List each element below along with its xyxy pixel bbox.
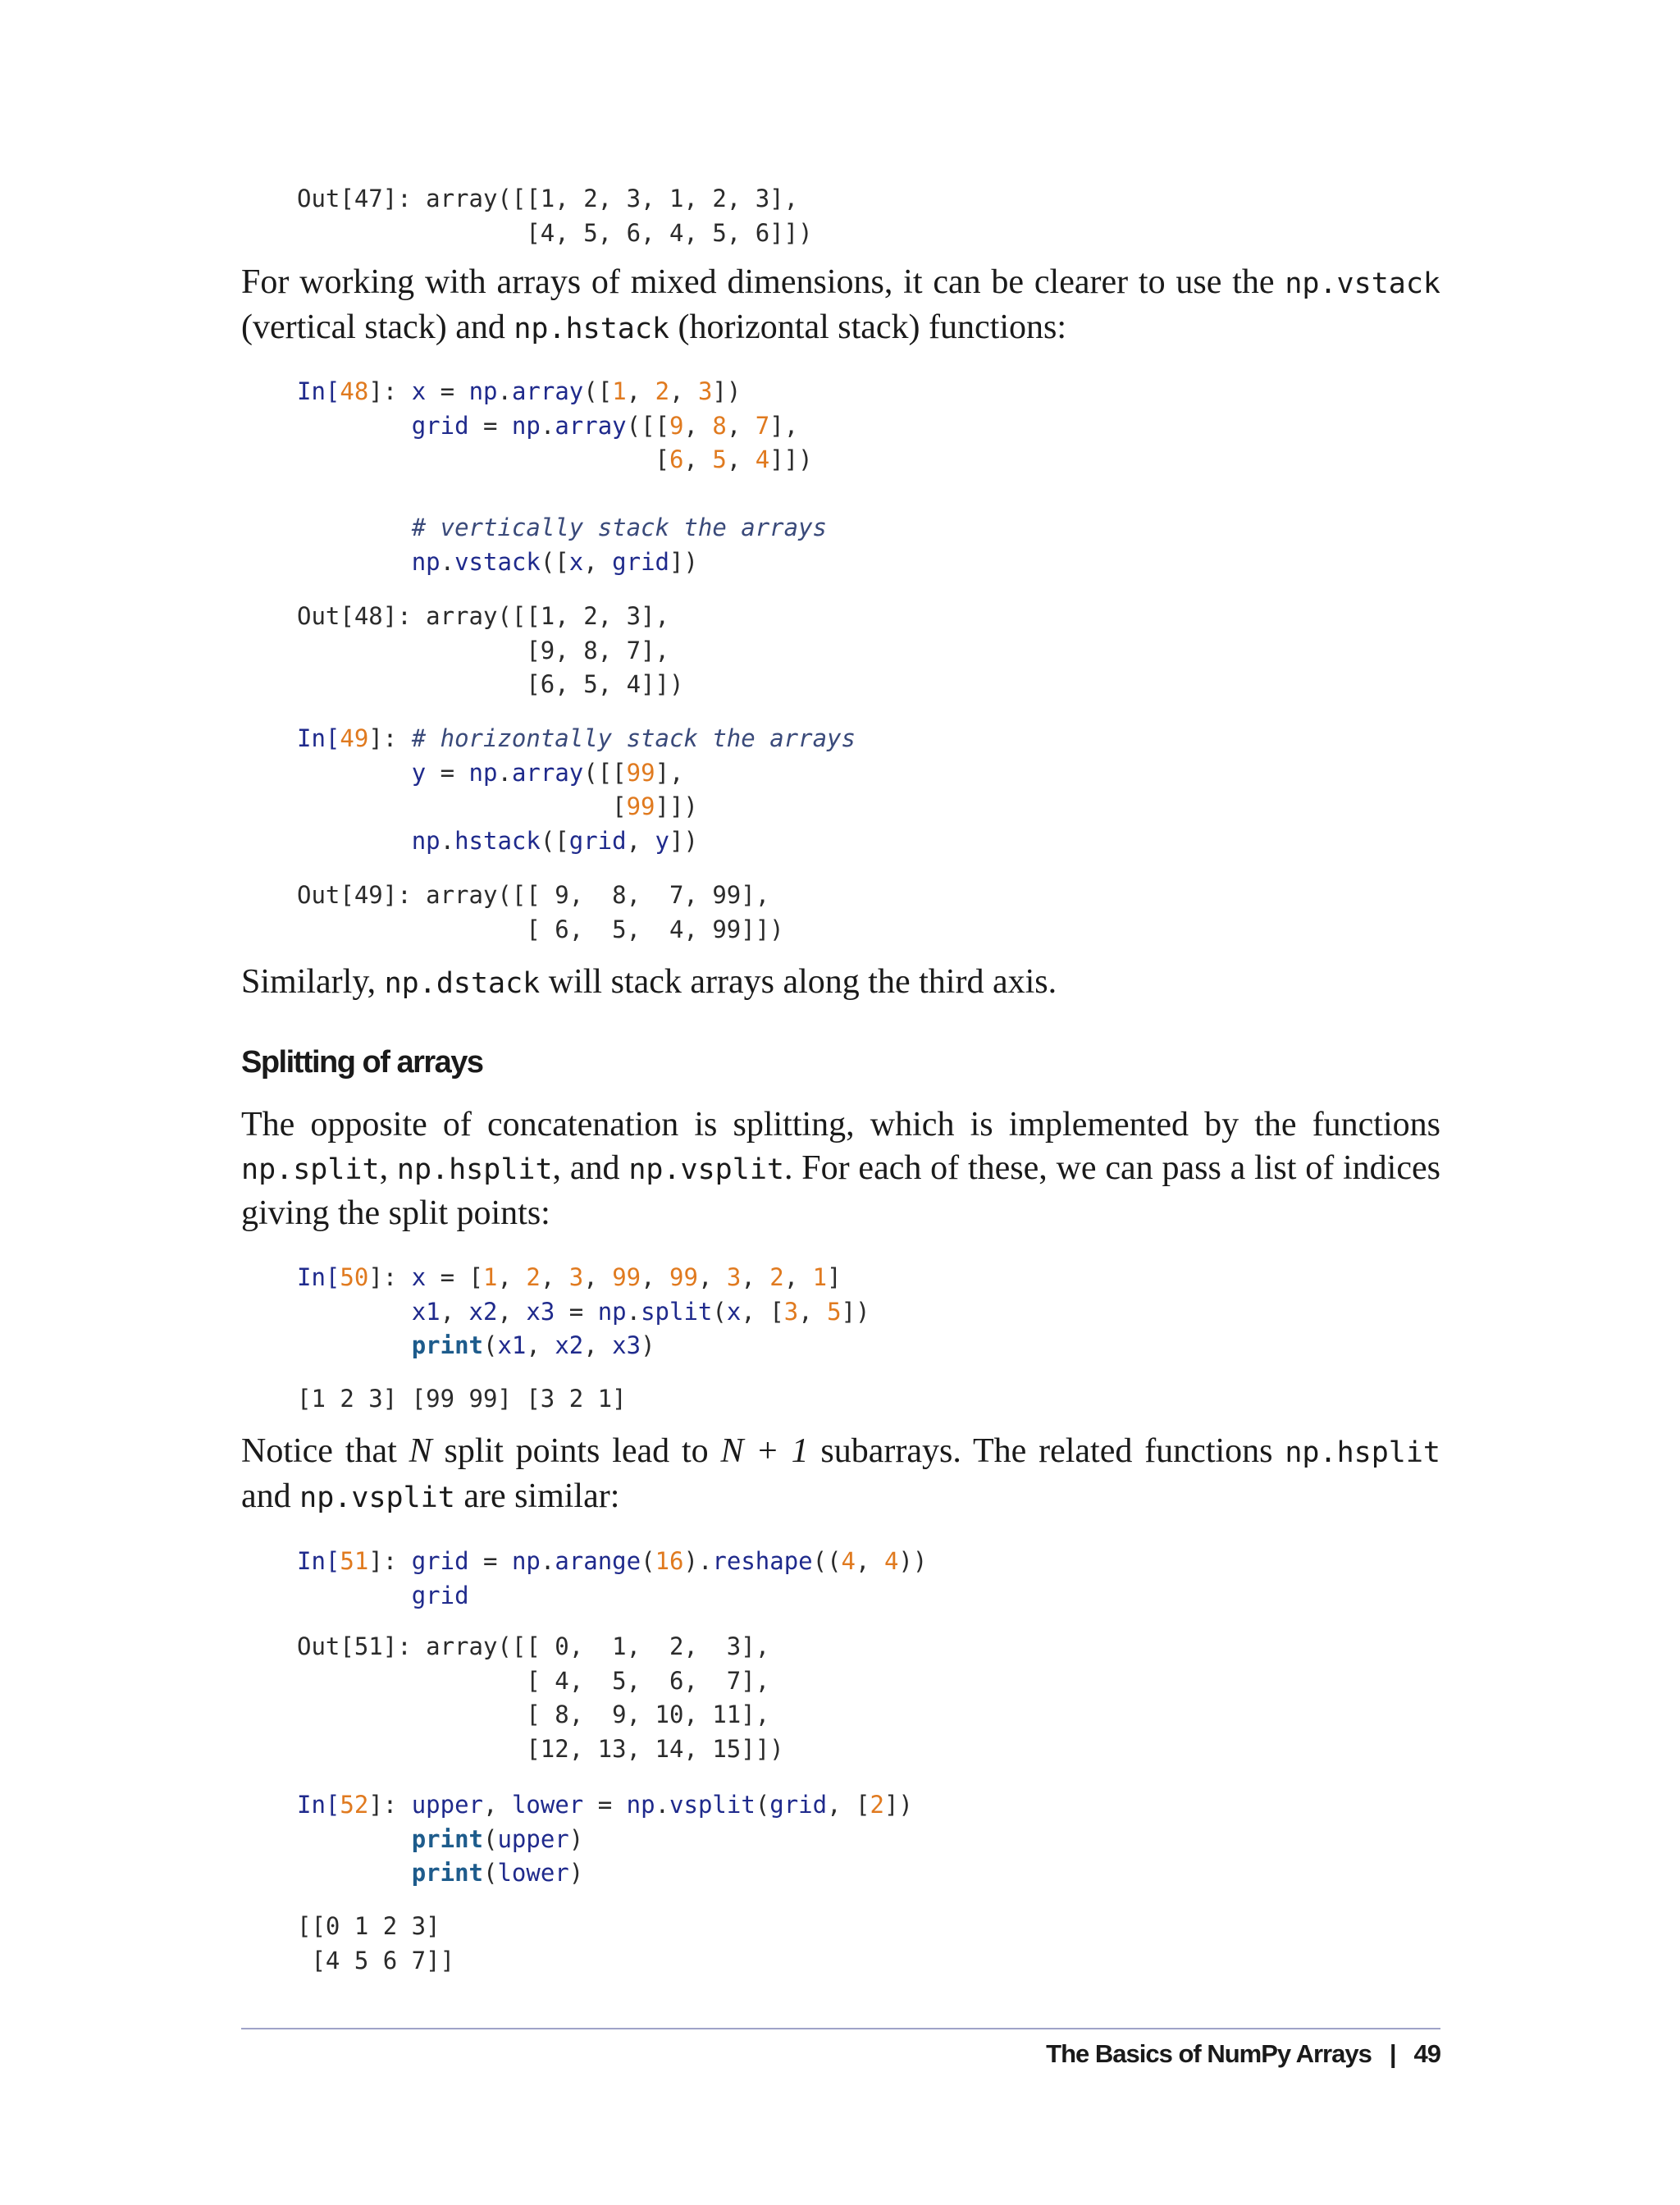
code-output-49 — [297, 879, 784, 947]
identifier-token: np — [511, 1547, 541, 1575]
code-text: [4 5 6 7]] — [297, 1946, 455, 1974]
comment-token: # horizontally stack the arrays — [411, 724, 856, 752]
identifier-token: reshape — [712, 1547, 813, 1575]
code-text: ]) — [669, 547, 698, 576]
code-text: , — [497, 1263, 527, 1291]
paragraph-stack-functions: For working with arrays of mixed dimensions, it can be clearer to use the np.vstack (vertical stack) and np.hstack (horizontal stack) functions: — [241, 263, 1440, 346]
code-text: , [ — [741, 1297, 784, 1326]
code-text: = — [426, 758, 469, 787]
code-text: [1 2 3] [99 99] [3 2 1] — [297, 1385, 627, 1413]
code-text: [[0 1 2 3] — [297, 1912, 441, 1940]
identifier-token: arange — [555, 1547, 641, 1575]
code-text: = — [426, 377, 469, 405]
code-output-48 — [297, 600, 683, 702]
code-text: ]) — [841, 1297, 870, 1326]
code-text: ]]) — [655, 792, 698, 820]
code-text: , — [583, 547, 613, 576]
identifier-token: x2 — [555, 1331, 584, 1359]
code-output-47 — [297, 182, 813, 250]
code-text: , — [626, 826, 655, 855]
code-line — [297, 182, 813, 217]
number-token: 16 — [655, 1547, 684, 1575]
code-input-48 — [297, 375, 827, 579]
code-text — [297, 480, 311, 508]
code-text — [297, 1859, 412, 1887]
code-output-50 — [297, 1382, 627, 1417]
code-input-50 — [297, 1261, 870, 1363]
code-text: . — [626, 1297, 641, 1326]
code-text: , — [440, 1297, 469, 1326]
code-text: . — [540, 411, 555, 440]
code-line — [297, 1579, 927, 1614]
identifier-token: vstack — [454, 547, 541, 576]
running-footer — [1046, 2039, 1440, 2069]
code-text: , — [741, 1263, 770, 1291]
code-text: [ — [297, 445, 669, 473]
code-text — [297, 759, 412, 787]
code-text: = — [468, 1547, 512, 1575]
code-text: ([ — [583, 377, 613, 405]
code-line — [297, 1261, 870, 1295]
number-token: 3 — [697, 377, 713, 405]
code-line — [297, 756, 856, 791]
code-text: ( — [641, 1547, 655, 1575]
number-token: 1 — [483, 1263, 498, 1291]
identifier-token: np — [597, 1297, 627, 1326]
code-line — [297, 879, 784, 913]
code-text: Out[48]: array([[1, 2, 3], — [297, 602, 669, 630]
code-line — [297, 1856, 913, 1891]
code-text: , — [526, 1331, 555, 1359]
code-text: (( — [812, 1547, 842, 1575]
code-text: [4, 5, 6, 4, 5, 6]]) — [297, 218, 813, 247]
code-text: , — [583, 1263, 613, 1291]
code-text: ([ — [540, 547, 569, 576]
code-text: ]]) — [769, 445, 813, 473]
code-text: , — [540, 1263, 569, 1291]
comment-token: # vertically stack the arrays — [411, 514, 828, 541]
identifier-token: x1 — [497, 1331, 527, 1359]
number-token: 99 — [626, 792, 655, 820]
number-token: 1 — [812, 1263, 828, 1291]
code-text: [ 6, 5, 4, 99]]) — [297, 915, 784, 943]
code-text — [297, 548, 412, 576]
prompt-token: In[ — [297, 1263, 340, 1291]
code-text: , — [683, 411, 713, 440]
code-text: ], — [769, 411, 799, 440]
code-line — [297, 1910, 454, 1944]
number-token: 50 — [340, 1263, 369, 1291]
code-line — [297, 546, 827, 580]
number-token: 99 — [669, 1263, 698, 1291]
code-text: [12, 13, 14, 15]]) — [297, 1734, 784, 1763]
code-text: ( — [712, 1297, 727, 1326]
code-text: ]) — [883, 1791, 913, 1819]
identifier-token: x — [726, 1297, 742, 1326]
code-text: ) — [568, 1824, 584, 1853]
code-line — [297, 375, 827, 409]
number-token: 2 — [769, 1263, 784, 1291]
code-text: , — [583, 1331, 613, 1359]
prompt-token: In[ — [297, 1791, 340, 1819]
code-line — [297, 1329, 870, 1363]
code-text: ]: — [368, 377, 412, 405]
identifier-token: x1 — [411, 1297, 441, 1326]
code-text: , — [641, 1263, 670, 1291]
code-line — [297, 722, 856, 756]
identifier-token: grid — [411, 1581, 469, 1609]
code-text: ) — [568, 1859, 584, 1887]
number-token: 8 — [712, 411, 727, 440]
number-token: 2 — [655, 377, 670, 405]
identifier-token: split — [641, 1297, 713, 1326]
number-token: 3 — [726, 1263, 742, 1291]
code-text: [ 4, 5, 6, 7], — [297, 1666, 770, 1695]
code-text: = [ — [426, 1263, 484, 1291]
identifier-token: grid — [411, 411, 469, 440]
code-text: ) — [641, 1331, 655, 1359]
prompt-token: In[ — [297, 724, 340, 752]
builtin-token: print — [411, 1824, 483, 1853]
number-token: 7 — [755, 411, 770, 440]
number-token: 48 — [340, 377, 369, 405]
code-line — [297, 443, 827, 477]
number-token: 99 — [612, 1263, 641, 1291]
code-text — [297, 1582, 412, 1609]
code-line — [297, 1295, 870, 1330]
code-line — [297, 1823, 913, 1857]
code-text: ( — [483, 1859, 498, 1887]
code-text: Out[51]: array([[ 0, 1, 2, 3], — [297, 1632, 770, 1660]
code-line — [297, 668, 683, 702]
identifier-token: x — [568, 547, 584, 576]
code-text: ([ — [540, 826, 569, 855]
code-text — [297, 827, 412, 855]
paragraph-dstack: Similarly, np.dstack will stack arrays along the third axis. — [241, 963, 1057, 1001]
builtin-token: print — [411, 1859, 483, 1887]
code-text: ]) — [712, 377, 742, 405]
identifier-token: grid — [568, 826, 627, 855]
code-line — [297, 1788, 913, 1823]
number-token: 4 — [755, 445, 770, 473]
paragraph-split-points: Notice that N split points lead to N + 1 subarrays. The related functions np.hsplit and np.vsplit are similar: — [241, 1432, 1441, 1515]
identifier-token: upper — [411, 1791, 484, 1819]
code-text: ]: — [368, 724, 412, 752]
number-token: 2 — [870, 1791, 884, 1819]
identifier-token: upper — [497, 1824, 569, 1853]
code-text: , [ — [827, 1791, 870, 1819]
code-input-49 — [297, 722, 856, 858]
code-text: ]: — [368, 1263, 412, 1291]
footer-title: The Basics of NumPy Arrays — [1046, 2039, 1372, 2068]
number-token: 2 — [526, 1263, 541, 1291]
identifier-token: np — [468, 377, 498, 405]
code-text: ( — [483, 1824, 498, 1853]
code-text: ( — [755, 1791, 770, 1819]
code-text: )) — [898, 1547, 928, 1575]
identifier-token: grid — [612, 547, 669, 576]
identifier-token: vsplit — [669, 1791, 756, 1819]
code-text: Out[47]: array([[1, 2, 3, 1, 2, 3], — [297, 185, 799, 212]
number-token: 99 — [626, 758, 655, 787]
code-output-52 — [297, 1910, 454, 1978]
code-line — [297, 511, 827, 546]
code-text — [297, 1331, 412, 1359]
code-text: , — [856, 1547, 884, 1575]
code-line — [297, 1545, 927, 1579]
code-text: . — [440, 826, 455, 855]
code-text: , — [798, 1297, 828, 1326]
identifier-token: x2 — [468, 1297, 498, 1326]
code-text: ). — [683, 1547, 713, 1575]
code-line — [297, 1664, 784, 1699]
identifier-token: np — [511, 411, 541, 440]
identifier-token: grid — [769, 1791, 828, 1819]
code-text: . — [440, 547, 455, 576]
code-text: ], — [655, 758, 684, 787]
code-line — [297, 1732, 784, 1767]
code-text — [297, 1298, 412, 1326]
number-token: 5 — [712, 445, 727, 473]
code-text: . — [497, 377, 512, 405]
code-text: , — [726, 411, 756, 440]
code-text: , — [626, 377, 655, 405]
prompt-token: In[ — [297, 1547, 340, 1575]
number-token: 4 — [841, 1547, 856, 1575]
code-line — [297, 409, 827, 444]
identifier-token: lower — [511, 1791, 584, 1819]
code-line — [297, 477, 827, 512]
number-token: 6 — [669, 445, 684, 473]
code-line — [297, 1698, 784, 1732]
code-text: ]: — [368, 1547, 412, 1575]
number-token: 5 — [827, 1297, 842, 1326]
code-output-51 — [297, 1630, 784, 1766]
code-line — [297, 634, 683, 669]
code-text: , — [783, 1263, 813, 1291]
number-token: 9 — [669, 411, 684, 440]
code-line — [297, 217, 813, 251]
identifier-token: array — [511, 758, 584, 787]
number-token: 4 — [883, 1547, 899, 1575]
identifier-token: grid — [411, 1547, 469, 1575]
identifier-token: x — [411, 1263, 427, 1291]
identifier-token: y — [411, 758, 427, 787]
code-text: . — [497, 758, 512, 787]
code-input-52 — [297, 1788, 913, 1891]
identifier-token: x3 — [612, 1331, 641, 1359]
identifier-token: array — [511, 377, 584, 405]
number-token: 49 — [340, 724, 369, 752]
identifier-token: lower — [497, 1859, 569, 1887]
identifier-token: x3 — [526, 1297, 555, 1326]
code-line — [297, 1630, 784, 1664]
identifier-token: hstack — [454, 826, 541, 855]
code-text: . — [655, 1791, 670, 1819]
code-text: ([[ — [583, 758, 627, 787]
identifier-token: array — [555, 411, 627, 440]
identifier-token: y — [655, 826, 669, 855]
code-text: ]: — [368, 1791, 412, 1819]
code-text — [297, 1825, 412, 1853]
number-token: 3 — [783, 1297, 799, 1326]
builtin-token: print — [411, 1331, 483, 1359]
code-text: [ — [297, 792, 627, 820]
code-text — [297, 412, 412, 440]
code-text: , — [726, 445, 756, 473]
footer-separator: | — [1389, 2039, 1396, 2068]
code-text: , — [669, 377, 698, 405]
code-text: , — [683, 445, 713, 473]
number-token: 3 — [568, 1263, 584, 1291]
code-text: ([[ — [626, 411, 670, 440]
code-input-51 — [297, 1545, 927, 1613]
code-line — [297, 913, 784, 947]
identifier-token: np — [468, 758, 498, 787]
code-text: . — [540, 1547, 555, 1575]
paragraph-splitting: The opposite of concatenation is splitting, which is implemented by the functions np.split, np.hsplit, and np.vsplit. For each of these, we can pass a list of indices giving the split points: — [241, 1106, 1440, 1232]
code-line — [297, 1944, 454, 1979]
page-number: 49 — [1413, 2039, 1440, 2068]
identifier-token: np — [411, 547, 441, 576]
identifier-token: np — [626, 1791, 655, 1819]
code-text: , — [497, 1297, 527, 1326]
section-heading: Splitting of arrays — [241, 1045, 483, 1080]
identifier-token: np — [411, 826, 441, 855]
footer-rule — [241, 2028, 1440, 2029]
code-line — [297, 790, 856, 824]
code-text — [297, 514, 412, 541]
code-text: ( — [483, 1331, 498, 1359]
code-text: [9, 8, 7], — [297, 636, 669, 664]
code-line — [297, 824, 856, 859]
prompt-token: In[ — [297, 377, 340, 405]
code-text: ]) — [669, 826, 698, 855]
code-line — [297, 1382, 627, 1417]
code-text: = — [468, 411, 512, 440]
code-text: = — [555, 1297, 598, 1326]
code-text: , — [697, 1263, 727, 1291]
number-token: 1 — [612, 377, 627, 405]
code-text: [ 8, 9, 10, 11], — [297, 1701, 770, 1728]
code-text: [6, 5, 4]]) — [297, 670, 684, 698]
code-text: = — [583, 1791, 627, 1819]
number-token: 51 — [340, 1547, 369, 1575]
code-text: Out[49]: array([[ 9, 8, 7, 99], — [297, 881, 770, 909]
code-text: ] — [827, 1263, 842, 1291]
code-text: , — [483, 1791, 512, 1819]
identifier-token: x — [411, 377, 427, 405]
number-token: 52 — [340, 1791, 369, 1819]
code-line — [297, 600, 683, 634]
